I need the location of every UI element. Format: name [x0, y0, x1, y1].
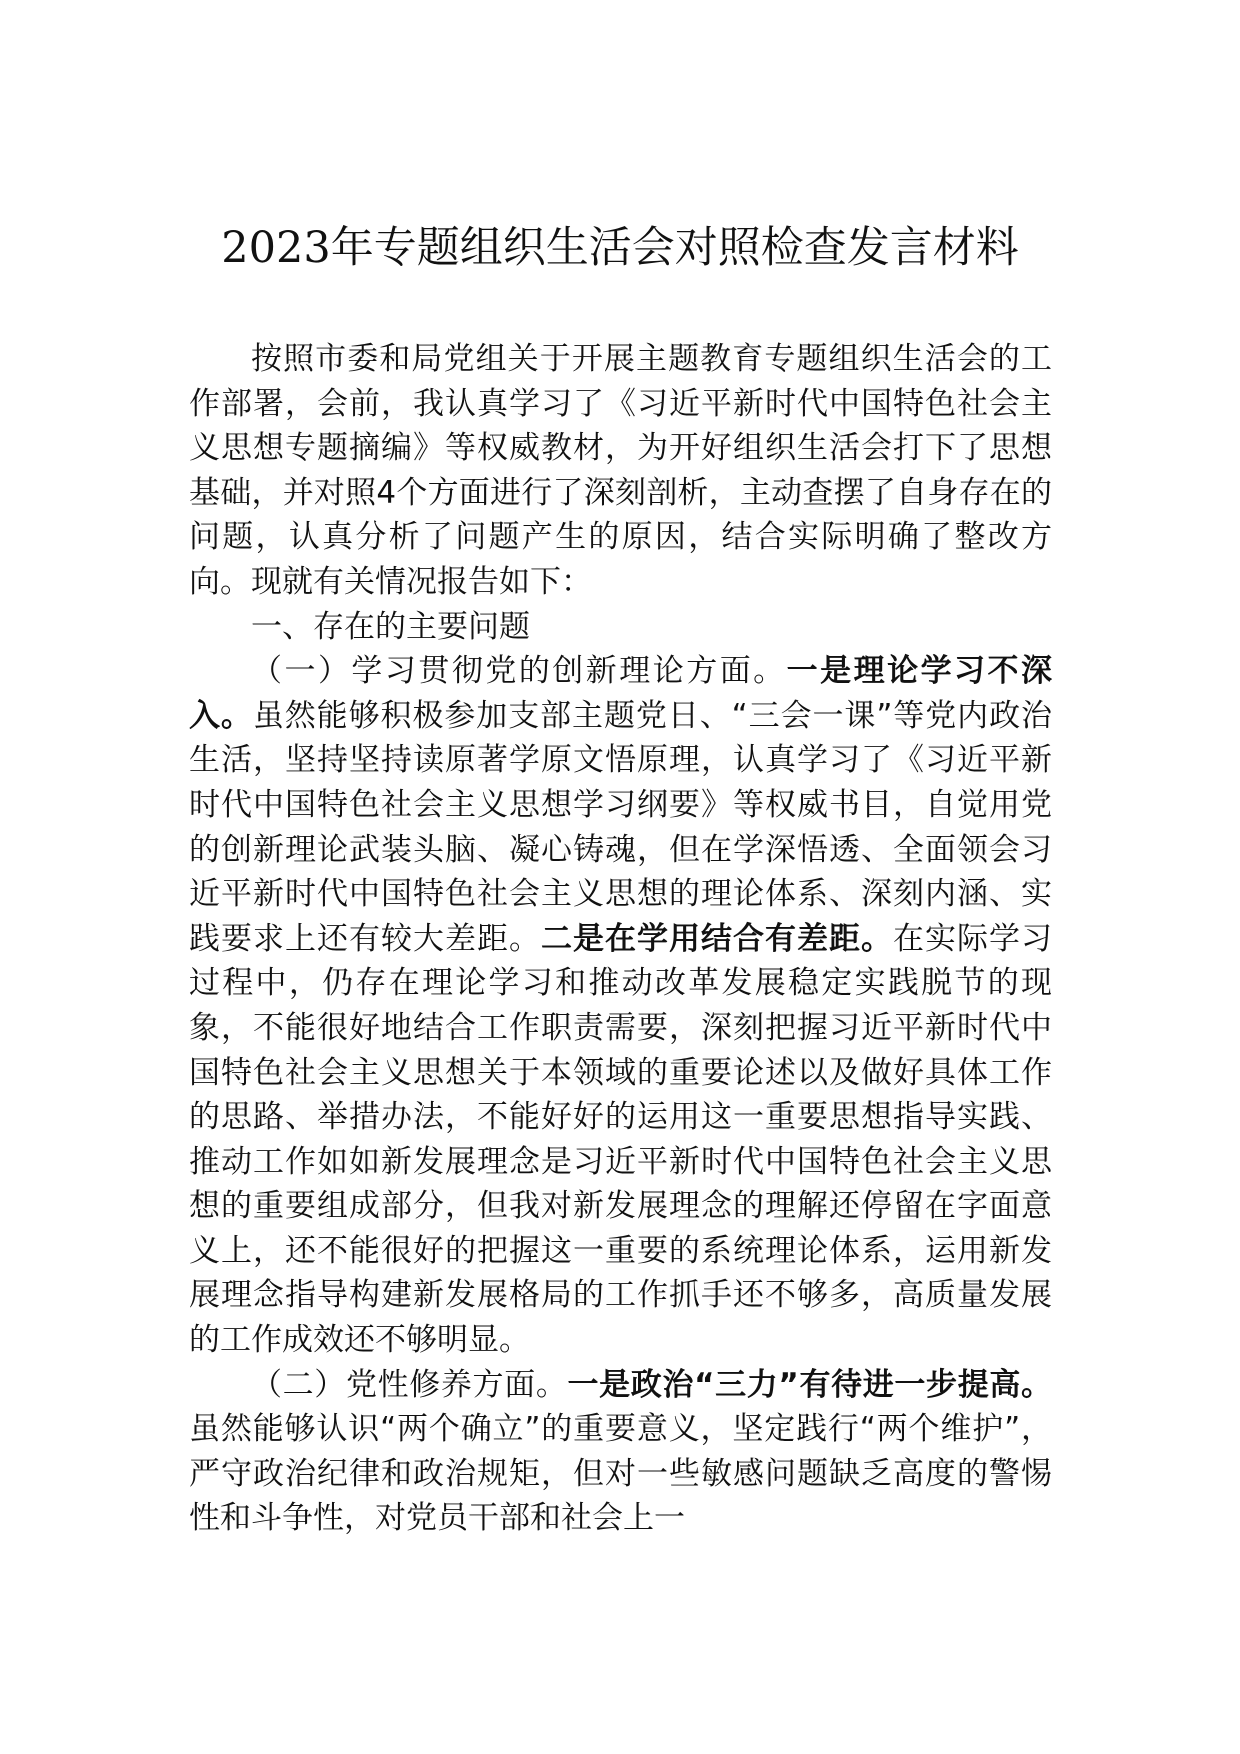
part-1-point-1-title: 一是理论学习不深入。: [189, 653, 1053, 734]
part-2-point-1-title: 一是政治“三力”有待进一步提高。: [567, 1366, 1052, 1403]
document-title: 2023年专题组织生活会对照检查发言材料: [221, 223, 1019, 273]
part-2-point-1-text: 虽然能够认识“两个确立”的重要意义，坚定践行“两个维护”，严守政治纪律和政治规矩，但对一些敏感问题缺乏高度的警惕性和斗争性，对党员干部和社会上一: [189, 1411, 1052, 1537]
part-1-point-2-title: 二是在学用结合有差距。: [541, 920, 893, 957]
part-2-lead: （二）党性修养方面。: [251, 1366, 568, 1403]
paragraph-part-2: [189, 1363, 1052, 1541]
part-1-point-2-text: 在实际学习过程中，仍存在理论学习和推动改革发展稳定实践脱节的现象，不能很好地结合工作职责需要，深刻把握习近平新时代中国特色社会主义思想关于本领域的重要论述以及做好具体工作的思路、举措办法，不能好好的运用这一重要思想指导实践、推动工作如如新发展理念是习近平新时代中国特色社会主义思想的重要组成部分，但我对新发展理念的理解还停留在字面意义上，还不能很好的把握这一重要的系统理论体系，运用新发展理念指导构建新发展格局的工作抓手还不够多，高质量发展的工作成效还不够明显。: [189, 920, 1052, 1359]
section-heading-problems: 一、存在的主要问题: [251, 608, 530, 645]
paragraph-part-1: [189, 649, 1052, 1363]
intro-paragraph: 按照市委和局党组关于开展主题教育专题组织生活会的工作部署，会前，我认真学习了《习近平新时代中国特色社会主义思想专题摘编》等权威教材，为开好组织生活会打下了思想基础，并对照4个方面进行了深刻剖析，主动查摆了自身存在的问题，认真分析了问题产生的原因，结合实际明确了整改方向。现就有关情况报告如下：: [189, 341, 1052, 600]
part-1-lead: （一）学习贯彻党的创新理论方面。: [251, 653, 787, 690]
document-body: [189, 337, 1052, 1541]
part-1-point-1-text: 虽然能够积极参加支部主题党日、“三会一课”等党内政治生活，坚持坚持读原著学原文悟原理，认真学习了《习近平新时代中国特色社会主义思想学习纲要》等权威书目，自觉用党的创新理论武装头脑、凝心铸魂，但在学深悟透、全面领会习近平新时代中国特色社会主义思想的理论体系、深刻内涵、实践要求上还有较大差距。: [189, 697, 1052, 957]
